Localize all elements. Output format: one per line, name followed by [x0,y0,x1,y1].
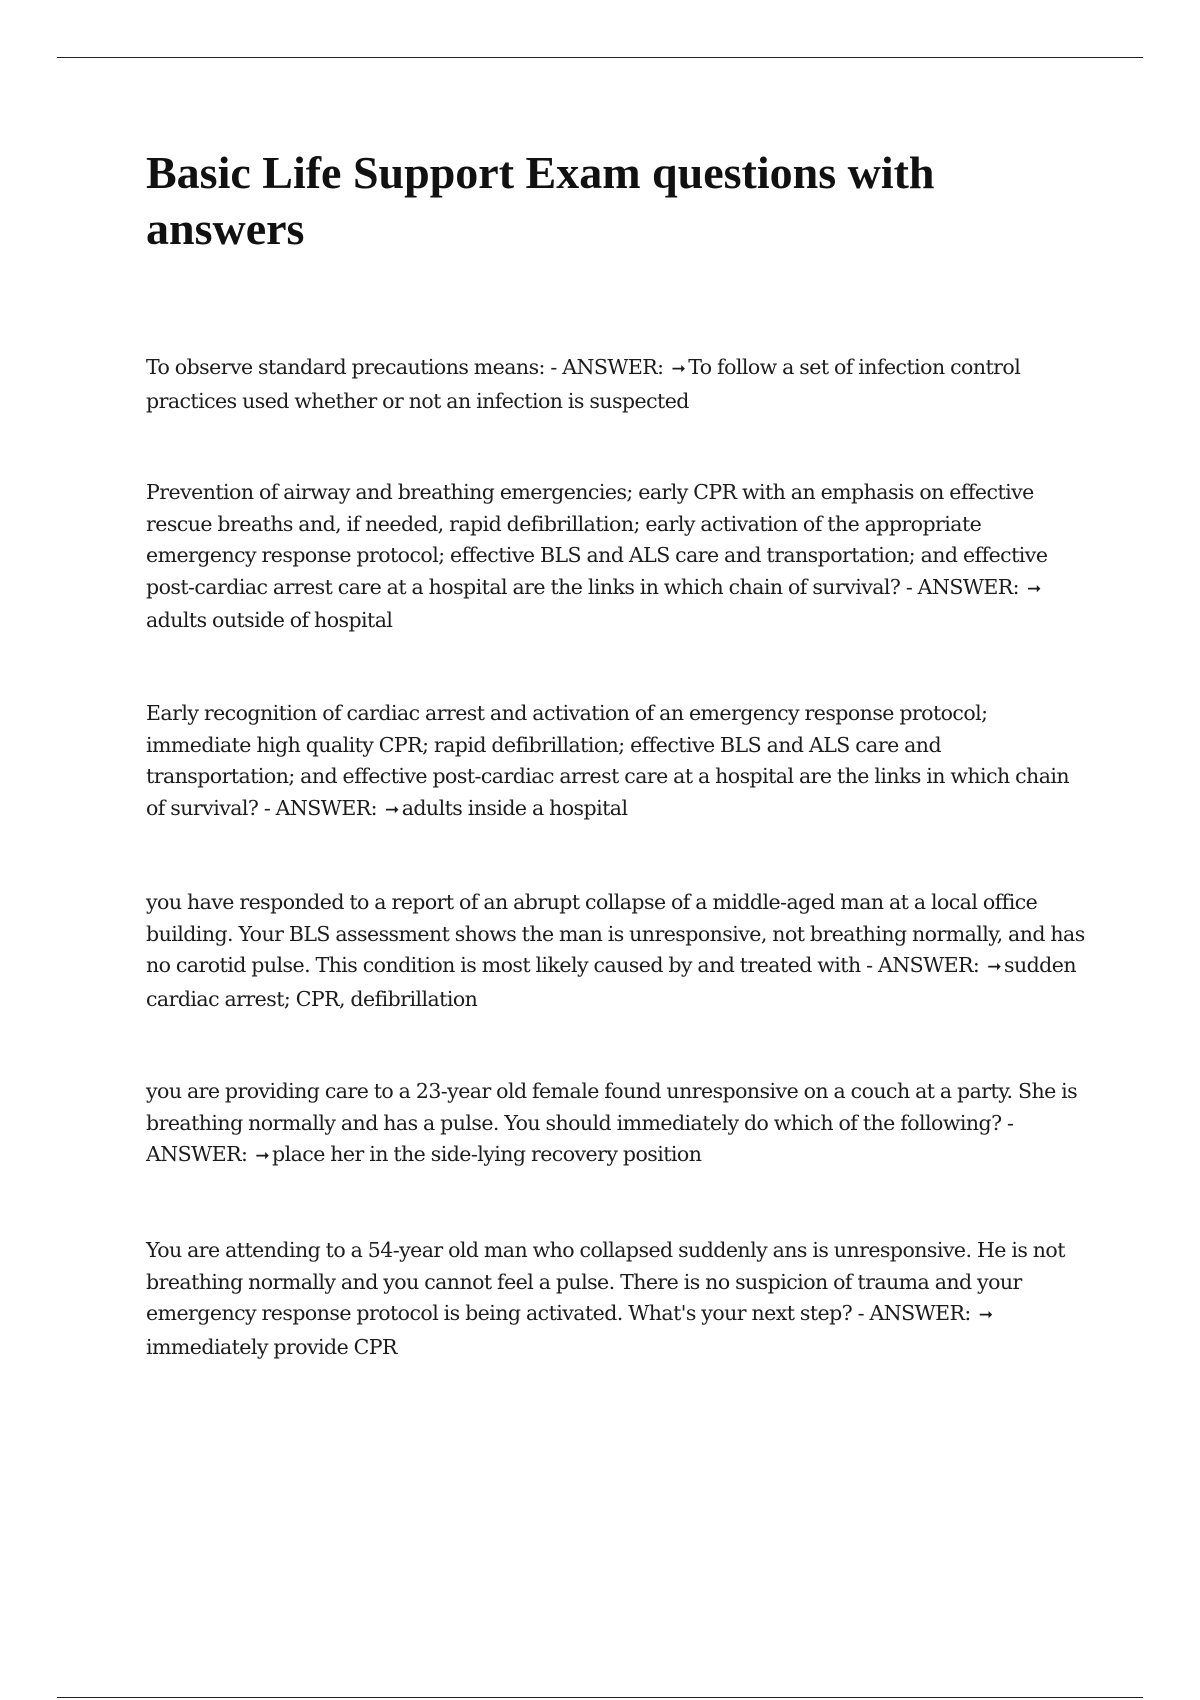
right-arrow-icon: ➞ [978,1305,993,1325]
right-arrow-icon: ➞ [255,1146,270,1166]
question-text: You are attending to a 54-year old man who collapsed suddenly ans is unresponsive. He is not breathing normally and you cannot feel a pulse. There is no suspicion of trauma and your emergency response protocol is being activated. What's your next step? - ANSWER: [146,1238,1065,1325]
document-title: Basic Life Support Exam questions with answers [146,147,935,254]
answer-text: adults inside a hospital [401,795,628,820]
question-text: To observe standard precautions means: - ANSWER: [146,355,664,379]
answer-text: adults outside of hospital [146,608,393,632]
answer-text: immediately provide CPR [146,1334,397,1359]
qa-item [146,352,1091,417]
qa-item [146,1235,1091,1363]
question-text: Early recognition of cardiac arrest and activation of an emergency response protocol; immediate high quality CPR; rapid defibrillation; effective BLS and ALS care and transportation; and effective post-cardiac arrest care at a hospital are the links in which chain of survival? - ANSWER: [146,701,1070,820]
right-arrow-icon: ➞ [384,799,399,820]
right-arrow-icon: ➞ [987,957,1001,977]
answer-text: sudden cardiac arrest; CPR, defibrillation [146,953,1076,1011]
answer-text: To follow a set of infection control practices used whether or not an infection is suspected [146,355,1021,413]
qa-item [146,1076,1091,1173]
bottom-rule [57,1697,1143,1698]
question-text: you are providing care to a 23-year old female found unresponsive on a couch at a party. She is breathing normally and has a pulse. You should immediately do which of the following? - ANSWER: [146,1079,1078,1166]
qa-item [146,698,1091,826]
answer-text: place her in the side-lying recovery position [272,1142,702,1166]
qa-item [146,477,1091,637]
right-arrow-icon: ➞ [671,359,686,379]
question-text: you have responded to a report of an abrupt collapse of a middle-aged man at a local office building. Your BLS assessment shows the man is unresponsive, not breathing normally, and has no carotid pulse. This condition is most likely caused by and treated with - ANSWER: [146,890,1085,977]
top-rule [57,57,1143,58]
right-arrow-icon: ➞ [1027,578,1041,599]
qa-item [146,887,1091,1015]
question-text: Prevention of airway and breathing emergencies; early CPR with an emphasis on effective rescue breaths and, if needed, rapid defibrillation; early activation of the appropriate emergency response protocol; effective BLS and ALS care and transportation; and effective post-cardiac arrest care at a hospital are the links in which chain of survival? - ANSWER: [146,480,1048,599]
